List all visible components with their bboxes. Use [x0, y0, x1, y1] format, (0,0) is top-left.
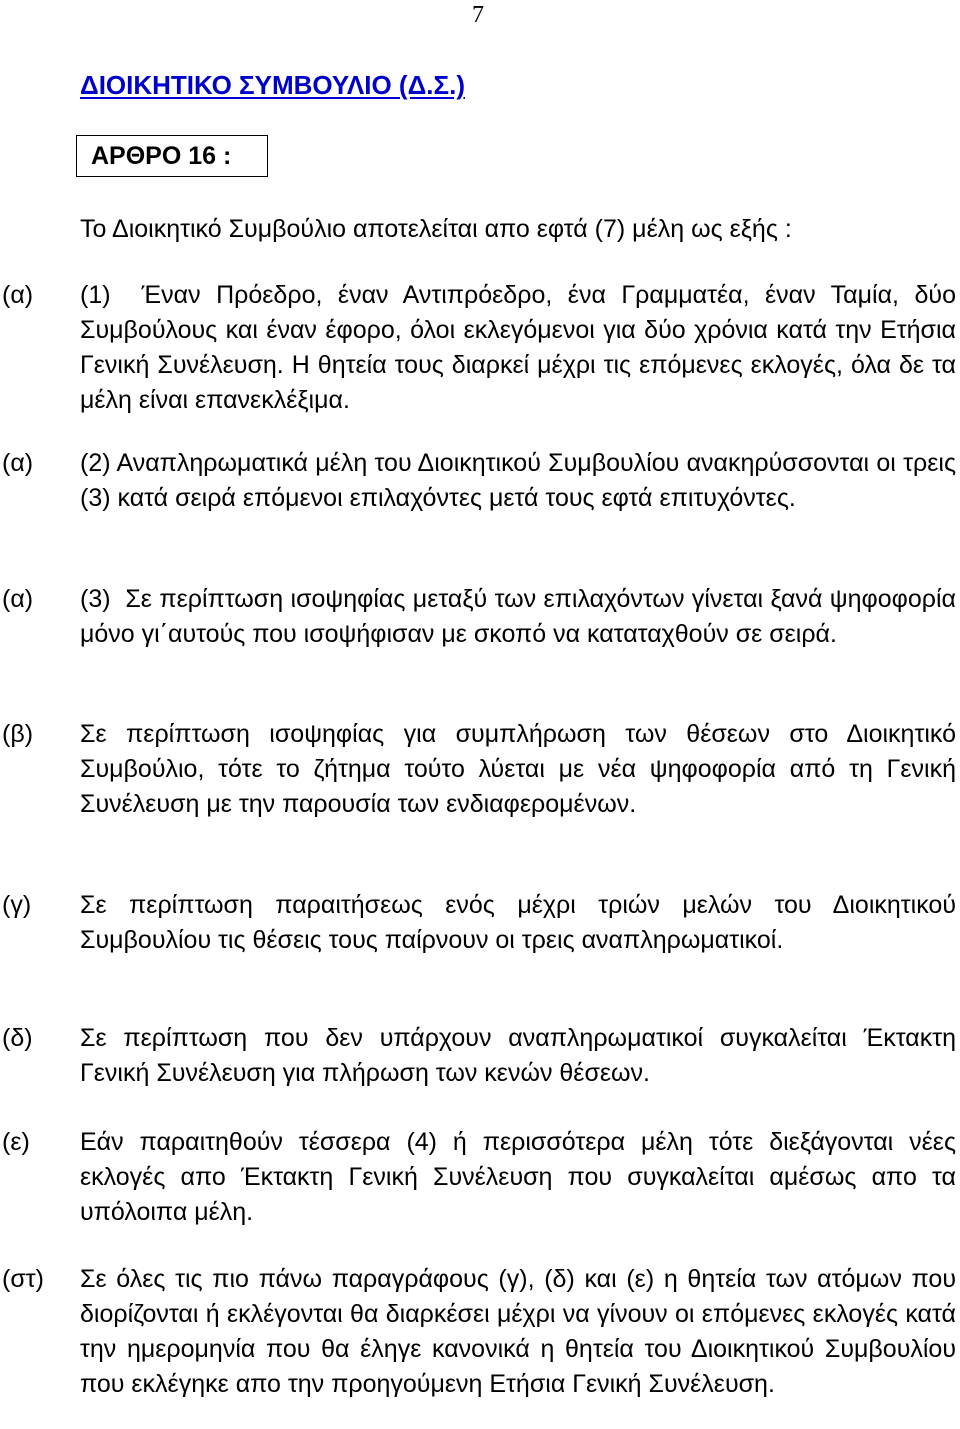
clause-marker: (α) [2, 585, 34, 613]
page-number: 7 [472, 2, 484, 28]
clause-marker: (στ) [2, 1265, 44, 1293]
clause-text: (1) Έναν Πρόεδρο, έναν Αντιπρόεδρο, ένα Γραμματέα, έναν Ταμία, δύο Συμβούλους και έναν έφορο, όλοι εκλεγόμενοι για δύο χρόνια κατά την Ετήσια Γενική Συνέλευση. Η θητεία τους διαρκεί μέχρι τις επόμενες εκλογές, όλα δε τα μέλη είναι επανεκλέξιμα. [80, 281, 956, 414]
clause-marker: (α) [2, 281, 34, 309]
section-heading: ΔΙΟΙΚΗΤΙΚΟ ΣΥΜΒΟΥΛΙΟ (Δ.Σ.) [80, 70, 465, 100]
clause-marker: (α) [2, 449, 34, 477]
article-title: ΑΡΘΡΟ 16 : [76, 135, 268, 177]
intro-paragraph: Το Διοικητικό Συμβούλιο αποτελείται απο εφτά (7) μέλη ως εξής : [80, 215, 792, 243]
clause-text: Σε περίπτωση ισοψηφίας για συμπλήρωση των θέσεων στο Διοικητικό Συμβούλιο, τότε το ζήτημα τούτο λύεται με νέα ψηφοφορία από τη Γενική Συνέλευση με την παρουσία των ενδιαφερομένων. [80, 720, 956, 818]
clause-text: (2) Αναπληρωματικά μέλη του Διοικητικού Συμβουλίου ανακηρύσσονται οι τρεις (3) κατά σειρά επόμενοι επιλαχόντες μετά τους εφτά επιτυχόντες. [80, 449, 956, 512]
clause-marker: (δ) [2, 1024, 33, 1052]
clause-marker: (ε) [2, 1128, 30, 1156]
clause-marker: (β) [2, 720, 34, 748]
clause-text: Σε περίπτωση που δεν υπάρχουν αναπληρωματικοί συγκαλείται Έκτακτη Γενική Συνέλευση για πλήρωση των κενών θέσεων. [80, 1024, 956, 1087]
clause-text: (3) Σε περίπτωση ισοψηφίας μεταξύ των επιλαχόντων γίνεται ξανά ψηφοφορία μόνο γι΄αυτούς που ισοψήφισαν με σκοπό να καταταχθούν σε σειρά. [80, 585, 956, 648]
clause-text: Σε περίπτωση παραιτήσεως ενός μέχρι τριών μελών του Διοικητικού Συμβουλίου τις θέσεις τους παίρνουν οι τρεις αναπληρωματικοί. [80, 891, 956, 954]
clause-text: Σε όλες τις πιο πάνω παραγράφους (γ), (δ) και (ε) η θητεία των ατόμων που διορίζονται ή εκλέγονται θα διαρκέσει μέχρι να γίνουν οι επόμενες εκλογές κατά την ημερομηνία που θα έληγε κανονικά η θητεία του Διοικητικού Συμβουλίου που εκλέγηκε απο την προηγούμενη Ετήσια Γενική Συνέλευση. [80, 1265, 956, 1398]
clause-text: Εάν παραιτηθούν τέσσερα (4) ή περισσότερα μέλη τότε διεξάγονται νέες εκλογές απο Έκτακτη Γενική Συνέλευση που συγκαλείται αμέσως απο τα υπόλοιπα μέλη. [80, 1128, 956, 1226]
clause-marker: (γ) [2, 891, 32, 919]
